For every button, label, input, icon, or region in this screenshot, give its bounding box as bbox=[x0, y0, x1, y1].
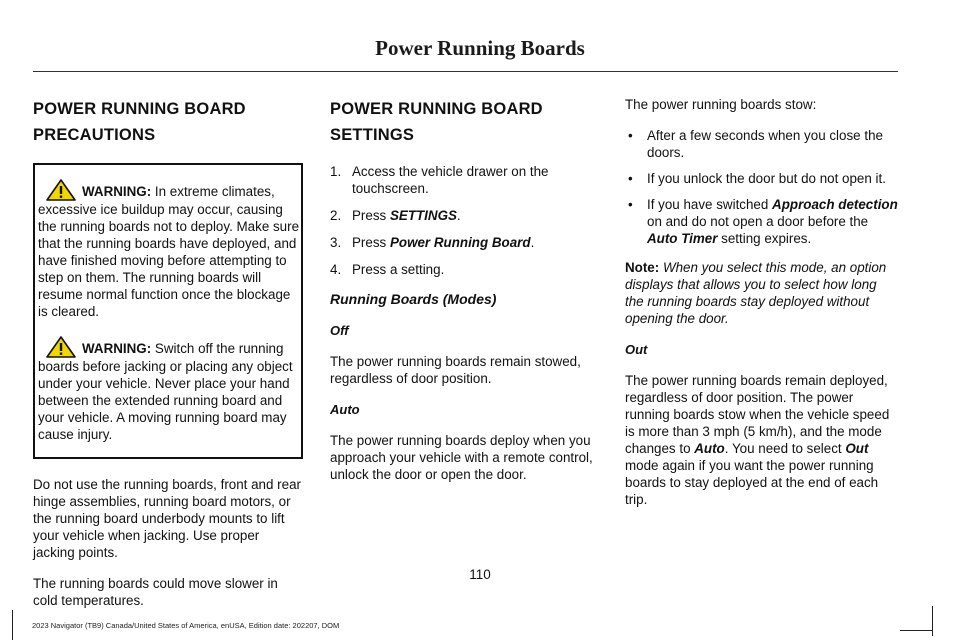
step-menu-label: Power Running Board bbox=[389, 235, 531, 250]
list-item-text: If you unlock the door but do not open it. bbox=[647, 171, 886, 186]
note-label: Note: bbox=[625, 260, 660, 275]
warning-label: WARNING: bbox=[82, 184, 152, 199]
crop-mark bbox=[932, 606, 933, 636]
step-number: 3. bbox=[330, 235, 342, 250]
step-number: 4. bbox=[330, 262, 342, 277]
setting-name: Auto Timer bbox=[647, 231, 718, 246]
jacking-paragraph: Do not use the running boards, front and rear hinge assemblies, running board motors, or the running board underbody mounts to lift your vehicle when jacking. Use proper jacking points. bbox=[33, 477, 301, 560]
step-item bbox=[330, 207, 602, 224]
bullet-icon: • bbox=[628, 197, 633, 212]
section-heading-settings bbox=[330, 96, 602, 148]
step-item bbox=[330, 234, 602, 251]
step-text: Press bbox=[352, 208, 390, 223]
list-item-text: After a few seconds when you close the doors. bbox=[647, 128, 883, 160]
mode-description-out bbox=[625, 372, 898, 508]
header-divider bbox=[33, 71, 898, 72]
mode-description-off: The power running boards remain stowed, regardless of door position. bbox=[330, 354, 581, 386]
mode-name: Out bbox=[845, 441, 869, 456]
warning-paragraph-jacking bbox=[38, 336, 301, 443]
step-text-end: . bbox=[456, 208, 461, 223]
step-item bbox=[330, 163, 602, 197]
settings-steps-list bbox=[330, 163, 602, 278]
warning-text: In extreme climates, excessive ice buildup may occur, causing the running boards not to deploy. Make sure that the running boards have deployed, and have finished moving before attempting to step on them. The running boards will resume normal function once the blockage is cleared. bbox=[38, 184, 300, 319]
bullet-icon: • bbox=[628, 171, 633, 186]
mode-label-out: Out bbox=[625, 342, 648, 357]
heading-line: SETTINGS bbox=[330, 126, 415, 144]
heading-line: PRECAUTIONS bbox=[33, 126, 156, 144]
step-item bbox=[330, 261, 602, 278]
warning-text: Switch off the running boards before jacking or placing any object under your vehicle. Never place your hand between the extended running board and your vehicle. A moving running board may cause injury. bbox=[38, 341, 293, 442]
page-number: 110 bbox=[469, 567, 491, 582]
column-precautions bbox=[33, 96, 303, 623]
warning-box bbox=[33, 163, 303, 459]
crop-mark bbox=[900, 630, 932, 631]
setting-name: Approach detection bbox=[772, 197, 898, 212]
out-text: . You need to select bbox=[724, 441, 846, 456]
out-text: mode again if you want the power running boards to stay deployed at the end of each trip. bbox=[625, 458, 879, 507]
list-item bbox=[625, 196, 898, 247]
note-text: When you select this mode, an option displays that allows you to select how long the running boards stay deployed without opening the door. bbox=[625, 260, 887, 326]
step-number: 1. bbox=[330, 164, 342, 179]
subheading-modes: Running Boards (Modes) bbox=[330, 291, 497, 307]
page-header-title: Power Running Boards bbox=[375, 36, 585, 60]
note-paragraph bbox=[625, 259, 898, 327]
warning-paragraph-ice bbox=[38, 179, 301, 320]
bullet-icon: • bbox=[628, 128, 633, 143]
mode-label-off: Off bbox=[330, 323, 349, 338]
mode-label-auto: Auto bbox=[330, 402, 360, 417]
column-settings bbox=[330, 96, 602, 497]
out-text: The power running boards remain deployed, regardless of door position. The power running boards stow when the vehicle speed is more than 3 mph (5 km/h), and the mode changes to bbox=[625, 373, 890, 456]
list-item bbox=[625, 170, 898, 187]
step-number: 2. bbox=[330, 208, 342, 223]
section-heading-precautions bbox=[33, 96, 303, 148]
step-menu-label: SETTINGS bbox=[389, 208, 457, 223]
mode-name: Auto bbox=[694, 441, 725, 456]
step-text-end: . bbox=[530, 235, 535, 250]
step-text: Press bbox=[352, 235, 390, 250]
stow-intro: The power running boards stow: bbox=[625, 97, 817, 112]
mode-description-auto: The power running boards deploy when you approach your vehicle with a remote control, unlock the door or open the door. bbox=[330, 433, 593, 482]
footer-edition-info: 2023 Navigator (TB9) Canada/United States of America, enUSA, Edition date: 202207, DOM bbox=[32, 621, 340, 630]
warning-triangle-icon bbox=[46, 336, 76, 358]
stow-conditions-list bbox=[625, 127, 898, 247]
list-item-text: If you have switched bbox=[647, 197, 773, 212]
crop-mark bbox=[12, 610, 13, 640]
list-item bbox=[625, 127, 898, 161]
list-item-text: setting expires. bbox=[717, 231, 812, 246]
step-text: Press a setting. bbox=[352, 262, 445, 277]
warning-triangle-icon bbox=[46, 179, 76, 201]
step-text: Access the vehicle drawer on the touchscreen. bbox=[352, 164, 549, 196]
list-item-text: on and do not open a door before the bbox=[647, 214, 869, 229]
column-stow-conditions bbox=[625, 96, 898, 522]
warning-label: WARNING: bbox=[82, 341, 152, 356]
cold-temperature-paragraph: The running boards could move slower in cold temperatures. bbox=[33, 576, 278, 608]
heading-line: POWER RUNNING BOARD bbox=[330, 100, 543, 118]
heading-line: POWER RUNNING BOARD bbox=[33, 100, 246, 118]
